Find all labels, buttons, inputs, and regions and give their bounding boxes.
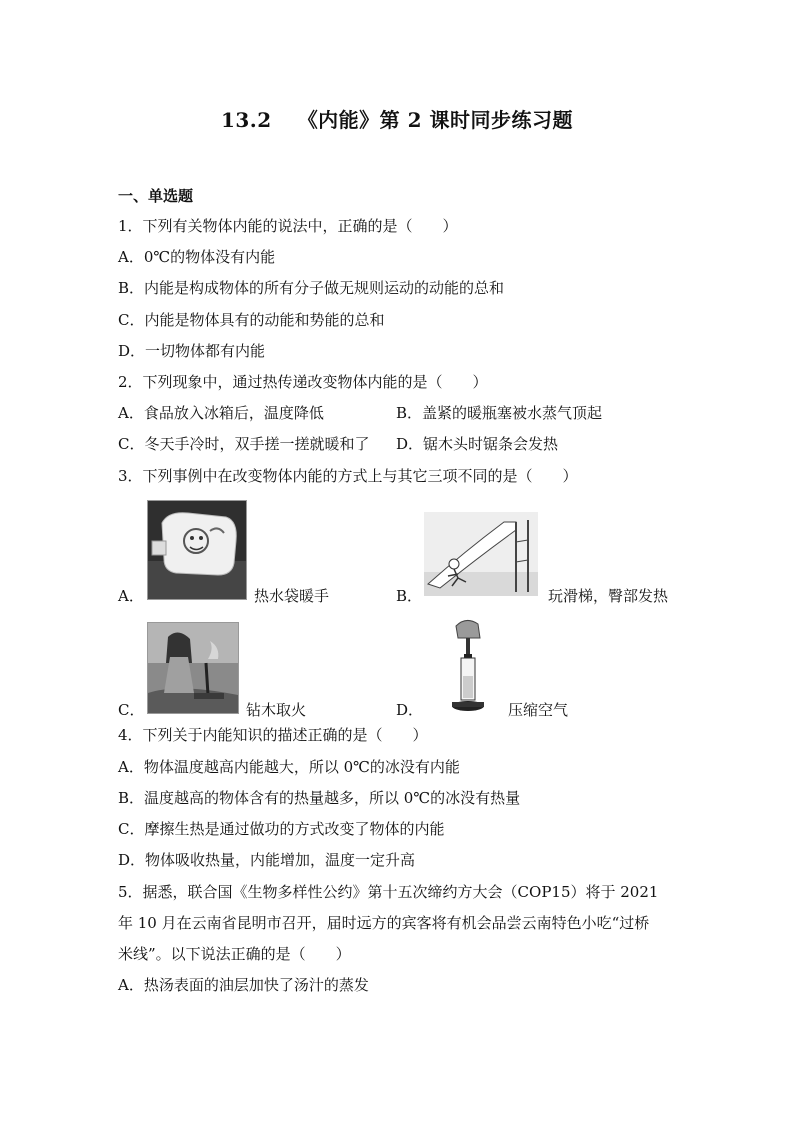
q2-option-b: B．盖紧的暖瓶塞被水蒸气顶起 (396, 404, 603, 422)
q5-stem-line-2: 年 10 月在云南省昆明市召开，届时远方的宾客将有机会品尝云南特色小吃“过桥 (118, 914, 650, 932)
compress-air-image (440, 616, 496, 716)
q4-option-a: A．物体温度越高内能越大，所以 0℃的冰没有内能 (118, 758, 460, 776)
page-title (0, 104, 794, 133)
q2-option-d: D．锯木头时锯条会发热 (396, 435, 559, 453)
q2-stem: 2．下列现象中，通过热传递改变物体内能的是（ ） (118, 373, 488, 391)
q2-option-a: A．食品放入冰箱后，温度降低 (118, 404, 324, 422)
title-text: 《内能》第 2 课时同步练习题 (297, 108, 574, 132)
q1-option-a: A．0℃的物体没有内能 (118, 248, 276, 266)
q3-option-a-letter: A． (118, 587, 144, 605)
title-number: 13.2 (220, 108, 272, 132)
q4-option-b: B．温度越高的物体含有的热量越多，所以 0℃的冰没有热量 (118, 789, 521, 807)
q1-option-b: B．内能是构成物体的所有分子做无规则运动的动能的总和 (118, 279, 505, 297)
q1-stem: 1．下列有关物体内能的说法中，正确的是（ ） (118, 217, 458, 235)
q5-option-a: A．热汤表面的油层加快了汤汁的蒸发 (118, 976, 369, 994)
q3-option-c-caption: 钻木取火 (246, 701, 307, 719)
q3-stem: 3．下列事例中在改变物体内能的方式上与其它三项不同的是（ ） (118, 467, 578, 485)
q3-option-a-caption: 热水袋暖手 (254, 587, 330, 605)
q3-option-b-caption: 玩滑梯，臀部发热 (548, 587, 669, 605)
section-heading: 一、单选题 (118, 187, 194, 205)
q4-option-c: C．摩擦生热是通过做功的方式改变了物体的内能 (118, 820, 445, 838)
slide-image (424, 512, 538, 596)
q2-option-c: C．冬天手冷时，双手搓一搓就暖和了 (118, 435, 370, 453)
drill-wood-fire-image (147, 622, 239, 714)
q1-option-d: D．一切物体都有内能 (118, 342, 266, 360)
q4-stem: 4．下列关于内能知识的描述正确的是（ ） (118, 726, 428, 744)
q4-option-d: D．物体吸收热量，内能增加，温度一定升高 (118, 851, 416, 869)
q5-stem-line-1: 5．据悉，联合国《生物多样性公约》第十五次缔约方大会（COP15）将于 2021 (118, 883, 659, 901)
q1-option-c: C．内能是物体具有的动能和势能的总和 (118, 311, 385, 329)
q3-option-b-letter: B． (396, 587, 423, 605)
q3-option-d-caption: 压缩空气 (508, 701, 569, 719)
q3-option-c-letter: C． (118, 701, 145, 719)
hot-water-bag-image (147, 500, 247, 600)
q3-option-d-letter: D． (396, 701, 424, 719)
q5-stem-line-3: 米线”。以下说法正确的是（ ） (118, 945, 351, 963)
